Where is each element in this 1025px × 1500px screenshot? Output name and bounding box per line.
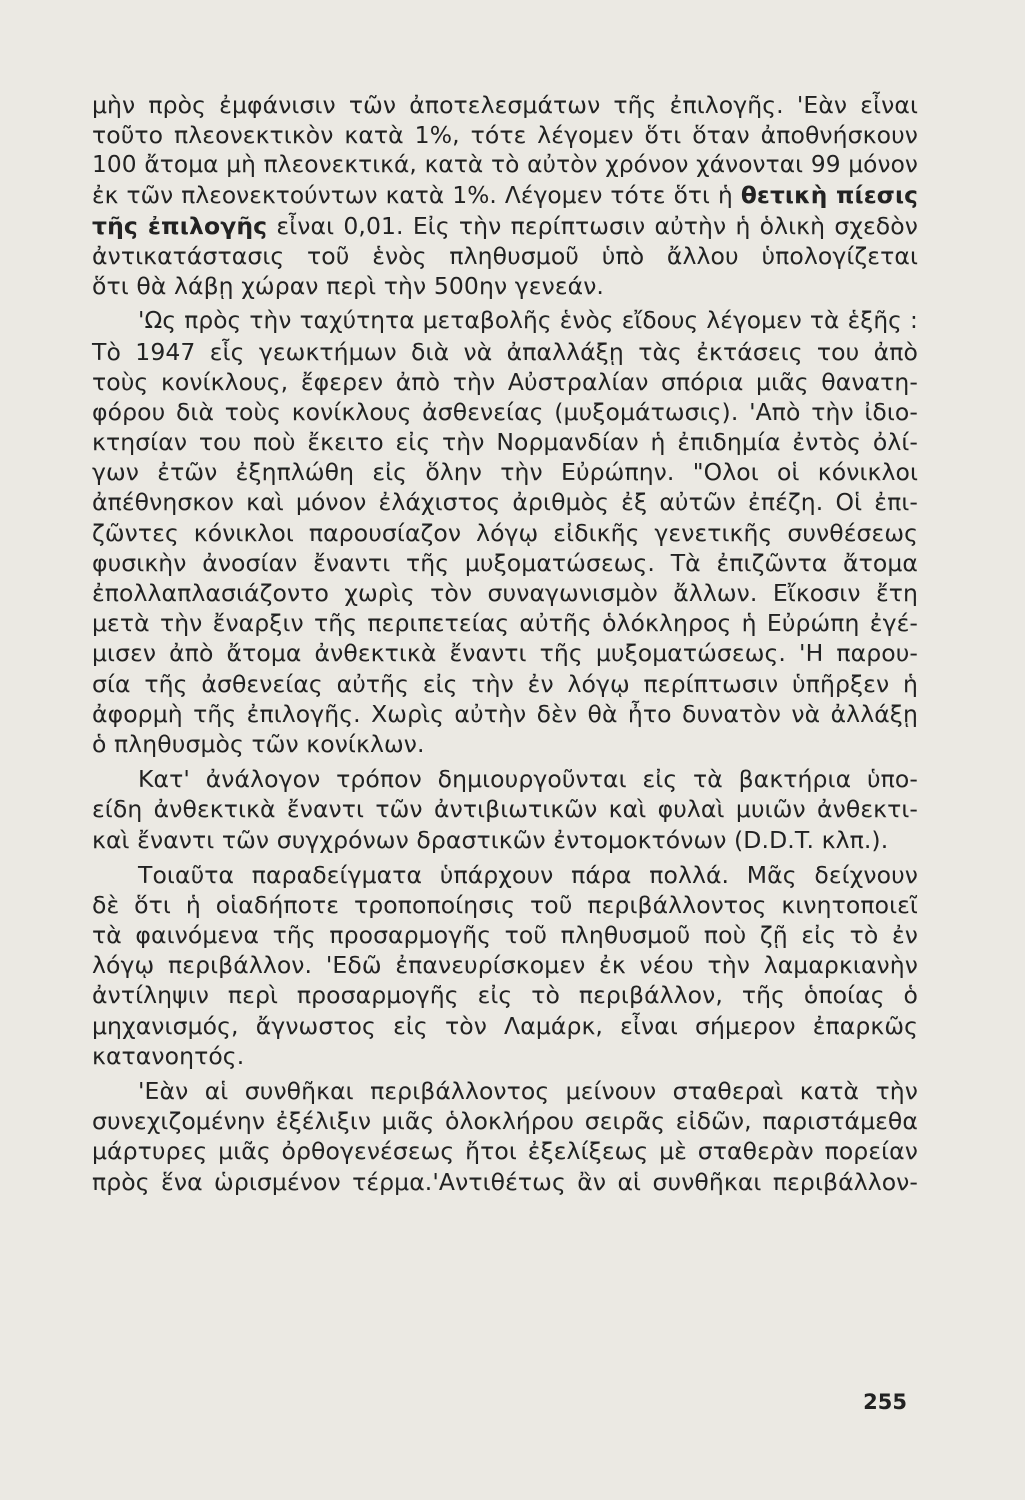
text-line: μὴν πρὸς ἐμφάνισιν τῶν ἀποτελεσμάτων τῆς ἐπιλογῆς. 'Εὰν εἶναι — [92, 91, 918, 119]
text-line: φυσικὴν ἀνοσίαν ἔναντι τῆς μυξοματώσεως. Τὰ ἐπιζῶντα ἄτομα — [92, 548, 918, 577]
emphasis-term: τῆς ἐπιλογῆς — [92, 211, 268, 240]
text-line-with-emphasis — [92, 211, 918, 241]
text-line: ὅτι θὰ λάβῃ χώραν περὶ τὴν 500ην γενεάν. — [92, 272, 605, 301]
paragraph-3 — [92, 764, 918, 855]
text-line: ἐπολλαπλασιάζοντο χωρὶς τὸν συναγωνισμὸν ἄλλων. Εἴκοσιν ἔτη — [92, 579, 918, 607]
text-line: μηχανισμός, ἄγνωστος εἰς τὸν Λαμάρκ, εἶναι σήμερον ἐπαρκῶς — [92, 1011, 918, 1040]
paragraph-4 — [92, 860, 918, 1071]
text-line: ἀντίληψιν περὶ προσαρμογῆς εἰς τὸ περιβάλλον, τῆς ὁποίας ὁ — [92, 981, 918, 1010]
text-line: ἀφορμὴ τῆς ἐπιλογῆς. Χωρὶς αὐτὴν δὲν θὰ ἦτο δυνατὸν νὰ ἀλλάξῃ — [92, 699, 918, 728]
text-line: Τοιαῦτα παραδείγματα ὑπάρχουν πάρα πολλά. Μᾶς δείχνουν — [138, 860, 918, 889]
text-line: ὁ πληθυσμὸς τῶν κονίκλων. — [92, 729, 425, 758]
text-line: μισεν ἀπὸ ἄτομα ἀνθεκτικὰ ἔναντι τῆς μυξοματώσεως. 'Η παρου- — [92, 639, 918, 668]
body-text — [92, 90, 918, 1197]
text-line: ἀπέθνησκον καὶ μόνον ἐλάχιστος ἀριθμὸς ἐξ αὐτῶν ἐπέζη. Οἱ ἐπι- — [92, 488, 918, 517]
text-line: γων ἐτῶν ἐξηπλώθη εἰς ὅλην τὴν Εὐρώπην. "Ολοι οἱ κόνικλοι — [92, 458, 918, 487]
text-line: μετὰ τὴν ἔναρξιν τῆς περιπετείας αὐτῆς ὁλόκληρος ἡ Εὐρώπη ἐγέ- — [92, 609, 918, 638]
text-line: φόρου διὰ τοὺς κονίκλους ἀσθενείας (μυξομάτωσις). 'Απὸ τὴν ἰδιο- — [92, 397, 918, 426]
text-line: τοῦτο πλεονεκτικὸν κατὰ 1%, τότε λέγομεν ὅτι ὅταν ἀποθνήσκουν — [92, 121, 918, 150]
page-number: 255 — [863, 1390, 907, 1414]
text-line: δὲ ὅτι ἡ οἱαδήποτε τροποποίησις τοῦ περιβάλλοντος κινητοποιεῖ — [92, 890, 918, 919]
text-line: τὰ φαινόμενα τῆς προσαρμογῆς τοῦ πληθυσμοῦ ποὺ ζῇ εἰς τὸ ἐν — [92, 921, 918, 950]
emphasis-term: θετικὴ πίεσις — [740, 181, 918, 209]
paragraph-5 — [92, 1076, 918, 1197]
text-line: 100 ἄτομα μὴ πλεονεκτικά, κατὰ τὸ αὐτὸν χρόνον χάνονται 99 μόνον — [92, 151, 918, 179]
paragraph-1 — [92, 90, 918, 301]
text-line: συνεχιζομένην ἐξέλιξιν μιᾶς ὁλοκλήρου σειρᾶς εἰδῶν, παριστάμεθα — [92, 1107, 918, 1136]
text-segment: ἐκ τῶν πλεονεκτούντων κατὰ 1%. Λέγομεν τότε ὅτι ἡ — [92, 181, 733, 209]
text-line: κατανοητός. — [92, 1041, 245, 1070]
text-line: 'Εὰν αἱ συνθῆκαι περιβάλλοντος μείνουν σταθεραὶ κατὰ τὴν — [138, 1077, 918, 1105]
text-line: ζῶντες κόνικλοι παρουσίαζον λόγῳ εἰδικῆς γενετικῆς συνθέσεως — [92, 518, 918, 547]
text-line: Κατ' ἀνάλογον τρόπον δημιουργοῦνται εἰς τὰ βακτήρια ὑπο- — [138, 765, 918, 794]
text-line: κτησίαν του ποὺ ἔκειτο εἰς τὴν Νορμανδίαν ἡ ἐπιδημία ἐντὸς ὀλί- — [92, 428, 918, 457]
text-line: σία τῆς ἀσθενείας αὐτῆς εἰς τὴν ἐν λόγῳ περίπτωσιν ὑπῆρξεν ἡ — [92, 669, 918, 698]
text-line: καὶ ἔναντι τῶν συγχρόνων δραστικῶν ἐντομοκτόνων (D.D.T. κλπ.). — [92, 825, 889, 854]
text-line: τοὺς κονίκλους, ἔφερεν ἀπὸ τὴν Αὐστραλίαν σπόρια μιᾶς θανατη- — [92, 367, 918, 396]
text-line: 'Ως πρὸς τὴν ταχύτητα μεταβολῆς ἑνὸς εἴδους λέγομεν τὰ ἑξῆς : — [138, 307, 918, 335]
text-line: πρὸς ἕνα ὡρισμένον τέρμα.'Αντιθέτως ἂν αἱ συνθῆκαι περιβάλλον- — [92, 1167, 918, 1196]
text-line: μάρτυρες μιᾶς ὀρθογενέσεως ἤτοι ἐξελίξεως μὲ σταθερὰν πορείαν — [92, 1137, 918, 1166]
paragraph-2 — [92, 306, 918, 759]
text-line: ἀντικατάστασις τοῦ ἑνὸς πληθυσμοῦ ὑπὸ ἄλλου ὑπολογίζεται — [92, 241, 918, 270]
text-line: λόγῳ περιβάλλον. 'Εδῶ ἐπανευρίσκομεν ἐκ νέου τὴν λαμαρκιανὴν — [92, 951, 918, 980]
text-segment: εἶναι 0,01. Εἰς τὴν περίπτωσιν αὐτὴν ἡ ὁλικὴ σχεδὸν — [276, 211, 918, 240]
text-line: είδη ἀνθεκτικὰ ἔναντι τῶν ἀντιβιωτικῶν καὶ φυλαὶ μυιῶν ἀνθεκτι- — [92, 795, 918, 824]
text-line-with-emphasis — [92, 181, 918, 211]
text-line: Τὸ 1947 εἷς γεωκτήμων διὰ νὰ ἀπαλλάξῃ τὰς ἐκτάσεις του ἀπὸ — [92, 337, 918, 366]
